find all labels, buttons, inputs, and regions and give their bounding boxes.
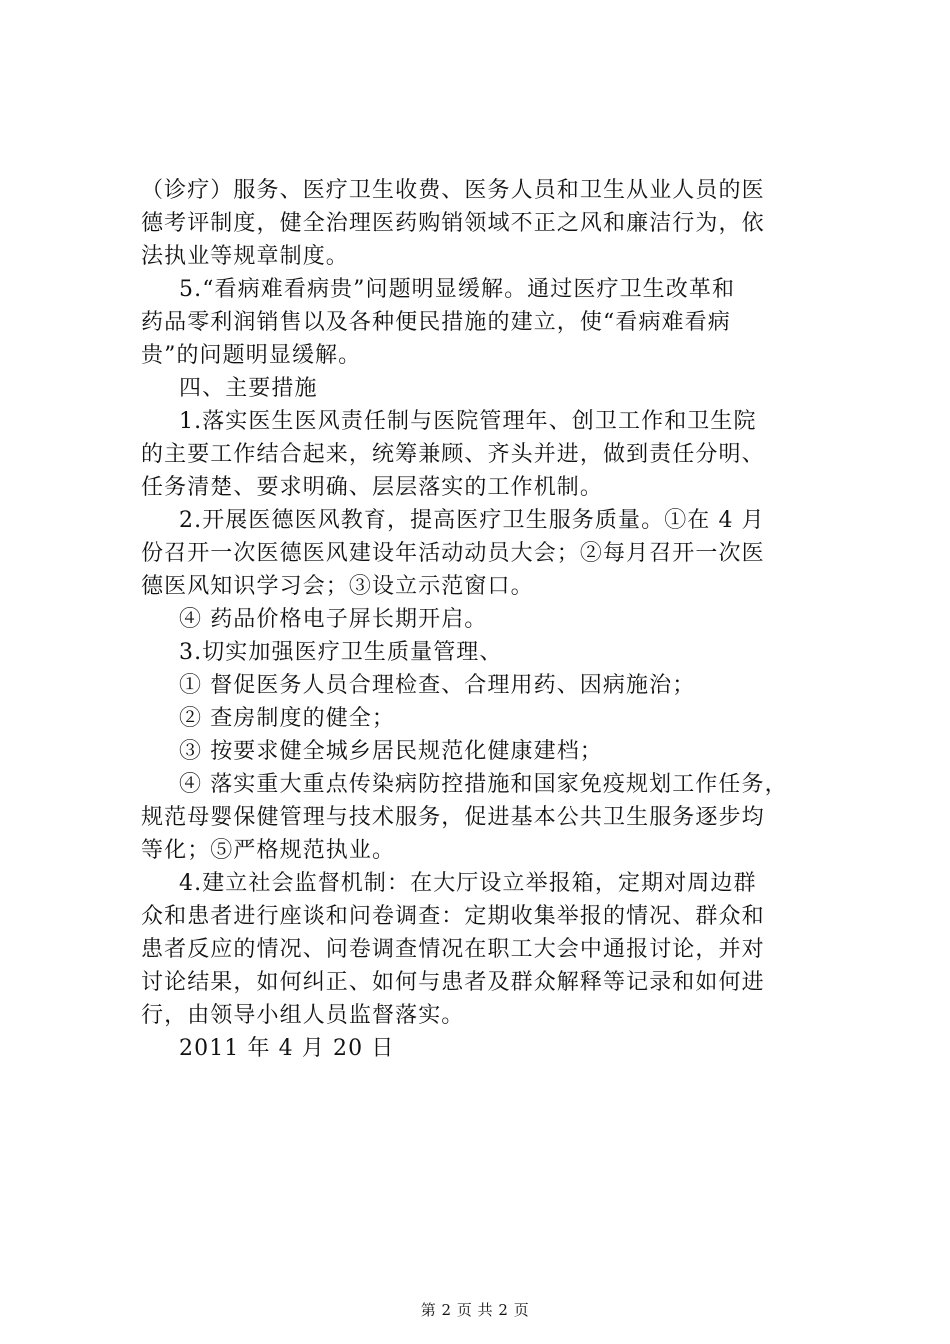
text-line: ④ 落实重大重点传染病防控措施和国家免疫规划工作任务， [179, 772, 788, 797]
text-line: 德医风知识学习会；③设立示范窗口。 [141, 574, 534, 599]
document-body [141, 174, 831, 1065]
text-line: 德考评制度，健全治理医药购销领域不正之风和廉洁行为，依 [141, 211, 765, 236]
text-line: 3.切实加强医疗卫生质量管理、 [179, 640, 503, 665]
text-line: 四、主要措施 [179, 376, 318, 401]
page-footer: 第 2 页 共 2 页 [420, 1301, 530, 1319]
text-line: 等化；⑤严格规范执业。 [141, 838, 396, 863]
text-line: 任务清楚、要求明确、层层落实的工作机制。 [141, 475, 604, 500]
text-line: ③ 按要求健全城乡居民规范化健康建档； [179, 739, 603, 764]
text-line: 2011 年 4 月 20 日 [179, 1036, 395, 1061]
text-line: 规范母婴保健管理与技术服务，促进基本公共卫生服务逐步均 [141, 805, 765, 830]
text-line: 份召开一次医德医风建设年活动动员大会；②每月召开一次医 [141, 541, 765, 566]
text-line: 药品零利润销售以及各种便民措施的建立，使“看病难看病 [141, 310, 731, 335]
text-line: 1.落实医生医风责任制与医院管理年、创卫工作和卫生院 [179, 409, 757, 434]
text-line: 行，由领导小组人员监督落实。 [141, 1003, 465, 1028]
text-line: （诊疗）服务、医疗卫生收费、医务人员和卫生从业人员的医 [141, 178, 765, 203]
text-line: 讨论结果，如何纠正、如何与患者及群众解释等记录和如何进 [141, 970, 765, 995]
text-line: 法执业等规章制度。 [141, 244, 349, 269]
text-line: 众和患者进行座谈和问卷调查：定期收集举报的情况、群众和 [141, 904, 765, 929]
text-line: ① 督促医务人员合理检查、合理用药、因病施治； [179, 673, 696, 698]
text-line: 患者反应的情况、问卷调查情况在职工大会中通报讨论，并对 [141, 937, 765, 962]
text-line: 4.建立社会监督机制：在大厅设立举报箱，定期对周边群 [179, 871, 757, 896]
text-line: 2.开展医德医风教育，提高医疗卫生服务质量。①在 4 月 [179, 508, 765, 533]
text-line: 贵”的问题明显缓解。 [141, 343, 362, 368]
text-line: ④ 药品价格电子屏长期开启。 [179, 607, 488, 632]
text-line: ② 查房制度的健全； [179, 706, 395, 731]
text-line: 5.“看病难看病贵”问题明显缓解。通过医疗卫生改革和 [179, 277, 736, 302]
text-line: 的主要工作结合起来，统筹兼顾、齐头并进，做到责任分明、 [141, 442, 765, 467]
